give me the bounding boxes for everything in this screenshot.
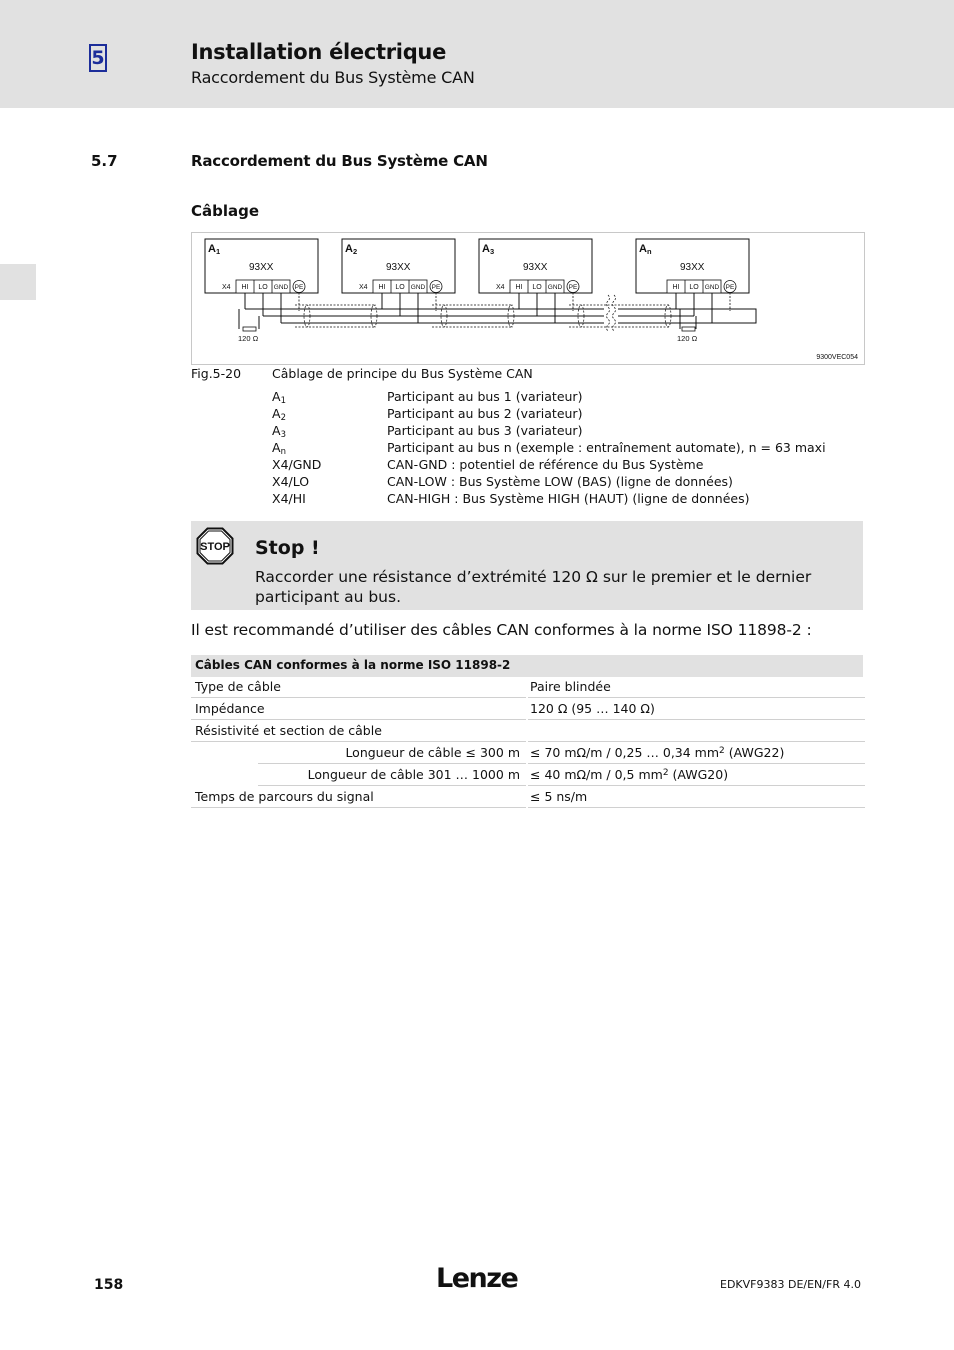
terminal-gnd: GND	[273, 284, 289, 291]
device-model: 93XX	[249, 262, 274, 273]
terminal-lo: LO	[532, 284, 542, 291]
table-cell-value: ≤ 70 mΩ/m / 0,25 … 0,34 $mm^2$ (AWG22)	[528, 743, 865, 764]
wiring-diagram	[191, 232, 865, 365]
subsection-title: Câblage	[191, 202, 260, 220]
table-cell-value	[528, 721, 865, 742]
table-row	[191, 765, 865, 787]
terminal-gnd: GND	[410, 284, 426, 291]
table-cell-value: 120 Ω (95 … 140 Ω)	[528, 699, 865, 720]
terminal-hi: HI	[241, 284, 249, 291]
legend-key: X4/LO	[272, 474, 310, 489]
legend-key: X4/GND	[272, 457, 322, 472]
device-model: 93XX	[386, 262, 411, 273]
legend-description: CAN-LOW : Bus Système LOW (BAS) (ligne de données)	[387, 474, 733, 489]
legend-description: CAN-GND : potentiel de référence du Bus Système	[387, 457, 704, 472]
table-cell-label: Longueur de câble 301 … 1000 m	[258, 765, 526, 786]
terminal-hi: HI	[515, 284, 523, 291]
resistor-label-right: 120 Ω	[677, 334, 698, 343]
section-number: 5.7	[91, 152, 118, 170]
legend-description: Participant au bus 1 (variateur)	[387, 389, 583, 404]
wiring-diagram-svg	[192, 233, 864, 364]
stop-sign-label: STOP	[200, 541, 230, 553]
document-reference: EDKVF9383 DE/EN/FR 4.0	[720, 1278, 861, 1291]
section-title: Raccordement du Bus Système CAN	[191, 152, 488, 170]
terminal-gnd: GND	[704, 284, 720, 291]
table-cell-label: Résistivité et section de câble	[191, 721, 526, 742]
legend-item	[272, 457, 862, 474]
terminal-lo: LO	[258, 284, 268, 291]
legend-item	[272, 406, 862, 423]
table-row	[191, 699, 865, 721]
legend-item	[272, 423, 862, 440]
table-cell-value: ≤ 5 ns/m	[528, 787, 865, 808]
device-model: 93XX	[680, 262, 705, 273]
terminal-pe: PE	[431, 284, 441, 291]
terminal-pe: PE	[725, 284, 735, 291]
legend-description: Participant au bus 2 (variateur)	[387, 406, 583, 421]
chapter-number-badge: 5	[89, 44, 107, 72]
termination-resistor-right	[682, 327, 695, 331]
legend-key: $A_n$	[272, 440, 286, 457]
legend-item	[272, 389, 862, 406]
table-cell-label: Impédance	[191, 699, 526, 720]
figure-caption-number: Fig.5-20	[191, 366, 242, 381]
page-number: 158	[94, 1277, 124, 1293]
device-label: A2	[345, 243, 358, 256]
legend-key: $A_2$	[272, 406, 286, 423]
device-model: 93XX	[523, 262, 548, 273]
header-band	[0, 0, 954, 108]
legend-description: CAN-HIGH : Bus Système HIGH (HAUT) (ligne de données)	[387, 491, 750, 506]
x4-label: X4	[222, 284, 231, 291]
lenze-logo: Lenze	[436, 1263, 518, 1294]
table-cell-label: Longueur de câble ≤ 300 m	[258, 743, 526, 764]
figure-caption-text: Câblage de principe du Bus Système CAN	[272, 366, 533, 381]
table-cell-label: Type de câble	[191, 677, 526, 698]
terminal-gnd: GND	[547, 284, 563, 291]
terminal-pe: PE	[294, 284, 304, 291]
legend-item	[272, 474, 862, 491]
table-row	[191, 743, 865, 765]
terminal-pe: PE	[568, 284, 578, 291]
terminal-lo: LO	[395, 284, 405, 291]
table-cell-value: ≤ 40 mΩ/m / 0,5 $mm^2$ (AWG20)	[528, 765, 865, 786]
legend-item	[272, 491, 862, 508]
cable-table-title: Câbles CAN conformes à la norme ISO 11898-2	[195, 658, 511, 672]
device-label: A3	[482, 243, 495, 256]
legend-key: $A_1$	[272, 389, 286, 406]
termination-resistor-left	[243, 327, 256, 331]
table-row	[191, 721, 865, 743]
figure-code: 9300VEC054	[816, 354, 858, 361]
table-row	[191, 787, 865, 809]
cable-table	[191, 677, 865, 809]
x4-label: X4	[496, 284, 505, 291]
stop-text: Raccorder une résistance d’extrémité 120 Ω sur le premier et le dernier participant au bus.	[255, 568, 812, 606]
legend-description: Participant au bus n (exemple : entraînement automate), n = 63 maxi	[387, 440, 826, 455]
device-label: A1	[208, 243, 221, 256]
table-cell-label: Temps de parcours du signal	[191, 787, 526, 808]
chapter-title: Installation électrique	[191, 40, 447, 64]
device-label: An	[639, 243, 652, 256]
terminal-lo: LO	[689, 284, 699, 291]
x4-label: X4	[359, 284, 368, 291]
resistor-label-left: 120 Ω	[238, 334, 259, 343]
terminal-hi: HI	[672, 284, 680, 291]
stop-sign-icon	[196, 527, 234, 565]
table-cell-value: Paire blindée	[528, 677, 865, 698]
stop-warning-box	[191, 521, 863, 610]
chapter-side-tab	[0, 264, 36, 300]
stop-title: Stop !	[255, 537, 320, 559]
legend-key: $A_3$	[272, 423, 286, 440]
figure-legend	[272, 389, 862, 508]
legend-description: Participant au bus 3 (variateur)	[387, 423, 583, 438]
table-row	[191, 677, 865, 699]
legend-item	[272, 440, 862, 457]
terminal-hi: HI	[378, 284, 386, 291]
cable-table-header	[191, 655, 863, 677]
cable-break-mark	[607, 295, 616, 331]
chapter-subtitle: Raccordement du Bus Système CAN	[191, 68, 475, 87]
recommendation-text: Il est recommandé d’utiliser des câbles CAN conformes à la norme ISO 11898-2 :	[191, 621, 812, 639]
legend-key: X4/HI	[272, 491, 306, 506]
